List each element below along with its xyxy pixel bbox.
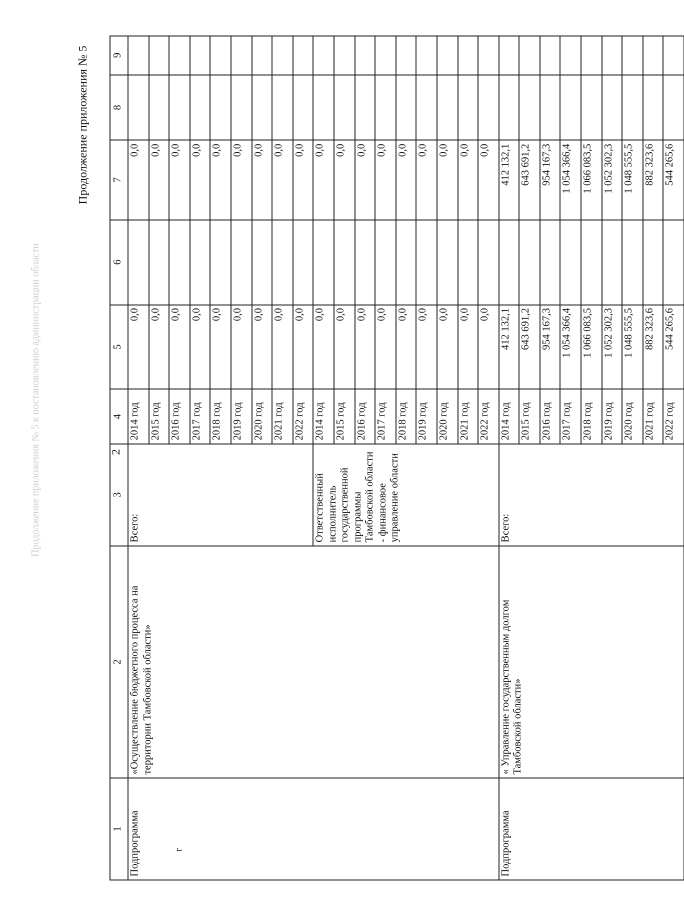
amount-total-cell: 882 323,6	[642, 305, 663, 390]
amount-total-cell: 0,0	[395, 305, 416, 390]
year-cell: 2020 год	[622, 389, 643, 443]
year-cell: 2014 год	[128, 389, 149, 443]
column-8-cell	[498, 75, 519, 141]
column-9-cell	[354, 36, 375, 75]
year-cell: 2017 год	[189, 389, 210, 443]
column-9-cell	[272, 36, 293, 75]
column-9-cell	[642, 36, 663, 75]
column-9-cell	[539, 36, 560, 75]
year-cell: 2018 год	[581, 389, 602, 443]
column-8-cell	[601, 75, 622, 141]
column-8-cell	[416, 75, 437, 141]
amount-regional-cell: 1 054 366,4	[560, 140, 581, 219]
amount-regional-cell: 0,0	[210, 140, 231, 219]
column-header: 4	[110, 389, 128, 443]
amount-total-cell: 1 048 555,5	[622, 305, 643, 390]
column-6-cell	[601, 220, 622, 305]
year-cell: 2018 год	[210, 389, 231, 443]
amount-total-cell: 0,0	[375, 305, 396, 390]
column-6-cell	[663, 220, 684, 305]
amount-total-cell: 0,0	[354, 305, 375, 390]
subprogram-name: « Управление государственным долгом Тамбовской области»	[498, 546, 683, 778]
column-6-cell	[128, 220, 149, 305]
year-cell: 2019 год	[230, 389, 251, 443]
column-6-cell	[519, 220, 540, 305]
year-cell: 2020 год	[436, 389, 457, 443]
column-9-cell	[395, 36, 416, 75]
column-8-cell	[395, 75, 416, 141]
faint-header: Продолжение приложения № 5 к постановлению администрации области	[30, 243, 42, 557]
column-9-cell	[251, 36, 272, 75]
amount-regional-cell: 0,0	[416, 140, 437, 219]
column-8-cell	[210, 75, 231, 141]
column-header: 5	[110, 305, 128, 390]
year-cell: 2022 год	[292, 389, 313, 443]
year-cell: 2021 год	[457, 389, 478, 443]
year-cell: 2014 год	[313, 389, 334, 443]
amount-regional-cell: 0,0	[292, 140, 313, 219]
column-9-cell	[478, 36, 499, 75]
year-cell: 2021 год	[272, 389, 293, 443]
amount-total-cell: 0,0	[416, 305, 437, 390]
amount-regional-cell: 1 052 302,3	[601, 140, 622, 219]
column-8-cell	[128, 75, 149, 141]
year-cell: 2020 год	[251, 389, 272, 443]
year-cell: 2016 год	[354, 389, 375, 443]
column-9-cell	[375, 36, 396, 75]
amount-regional-cell: 544 265,6	[663, 140, 684, 219]
column-6-cell	[642, 220, 663, 305]
column-9-cell	[230, 36, 251, 75]
amount-total-cell: 0,0	[313, 305, 334, 390]
amount-regional-cell: 643 691,2	[519, 140, 540, 219]
amount-regional-cell: 0,0	[354, 140, 375, 219]
column-header: 6	[110, 220, 128, 305]
column-9-cell	[189, 36, 210, 75]
column-8-cell	[148, 75, 169, 141]
amount-regional-cell: 0,0	[395, 140, 416, 219]
year-cell: 2019 год	[601, 389, 622, 443]
subprogram-type: Подпрограмма	[129, 810, 140, 877]
column-6-cell	[560, 220, 581, 305]
column-6-cell	[416, 220, 437, 305]
amount-total-cell: 0,0	[333, 305, 354, 390]
column-6-cell	[581, 220, 602, 305]
amount-total-cell: 0,0	[436, 305, 457, 390]
amount-regional-cell: 0,0	[478, 140, 499, 219]
year-cell: 2017 год	[560, 389, 581, 443]
amount-total-cell: 954 167,3	[539, 305, 560, 390]
column-header: 1	[110, 778, 128, 880]
amount-total-cell: 0,0	[292, 305, 313, 390]
amount-regional-cell: 412 132,1	[498, 140, 519, 219]
amount-total-cell: 544 265,6	[663, 305, 684, 390]
column-6-cell	[436, 220, 457, 305]
column-8-cell	[313, 75, 334, 141]
column-9-cell	[313, 36, 334, 75]
column-9-cell	[416, 36, 437, 75]
column-9-cell	[128, 36, 149, 75]
amount-regional-cell: 0,0	[375, 140, 396, 219]
amount-regional-cell: 882 323,6	[642, 140, 663, 219]
column-number-row	[110, 36, 128, 880]
amount-regional-cell: 0,0	[169, 140, 190, 219]
column-6-cell	[395, 220, 416, 305]
table-row	[498, 36, 519, 880]
column-header: 8	[110, 75, 128, 141]
amount-total-cell: 0,0	[230, 305, 251, 390]
amount-regional-cell: 0,0	[333, 140, 354, 219]
column-8-cell	[581, 75, 602, 141]
column-8-cell	[251, 75, 272, 141]
amount-regional-cell: 0,0	[436, 140, 457, 219]
table-row	[128, 36, 149, 880]
column-8-cell	[663, 75, 684, 141]
amount-regional-cell: 0,0	[189, 140, 210, 219]
column-header: 9	[110, 36, 128, 75]
column-header: 3	[110, 444, 128, 546]
amount-total-cell: 0,0	[457, 305, 478, 390]
column-6-cell	[498, 220, 519, 305]
budget-table-container	[109, 36, 676, 881]
year-cell: 2018 год	[395, 389, 416, 443]
column-8-cell	[292, 75, 313, 141]
year-cell: 2015 год	[148, 389, 169, 443]
column-9-cell	[663, 36, 684, 75]
margin-mark: г	[172, 847, 183, 852]
year-cell: 2017 год	[375, 389, 396, 443]
amount-regional-cell: 1 066 083,5	[581, 140, 602, 219]
year-cell: 2022 год	[478, 389, 499, 443]
column-8-cell	[333, 75, 354, 141]
column-9-cell	[498, 36, 519, 75]
year-cell: 2022 год	[663, 389, 684, 443]
column-6-cell	[457, 220, 478, 305]
column-8-cell	[230, 75, 251, 141]
column-6-cell	[354, 220, 375, 305]
column-9-cell	[457, 36, 478, 75]
column-8-cell	[189, 75, 210, 141]
amount-total-cell: 412 132,1	[498, 305, 519, 390]
amount-regional-cell: 954 167,3	[539, 140, 560, 219]
page-number: 2	[108, 449, 123, 455]
column-8-cell	[560, 75, 581, 141]
column-6-cell	[292, 220, 313, 305]
amount-regional-cell: 0,0	[272, 140, 293, 219]
amount-total-cell: 0,0	[478, 305, 499, 390]
column-8-cell	[478, 75, 499, 141]
column-6-cell	[622, 220, 643, 305]
year-cell: 2016 год	[539, 389, 560, 443]
column-9-cell	[169, 36, 190, 75]
column-9-cell	[622, 36, 643, 75]
column-8-cell	[169, 75, 190, 141]
amount-regional-cell: 0,0	[457, 140, 478, 219]
amount-total-cell: 0,0	[251, 305, 272, 390]
column-8-cell	[539, 75, 560, 141]
subprogram-type-cell	[498, 778, 683, 880]
appendix-title: Продолжение приложения № 5	[75, 45, 90, 205]
column-9-cell	[292, 36, 313, 75]
amount-regional-cell: 0,0	[148, 140, 169, 219]
amount-total-cell: 0,0	[210, 305, 231, 390]
budget-table	[109, 36, 684, 881]
amount-regional-cell: 0,0	[230, 140, 251, 219]
amount-total-cell: 1 066 083,5	[581, 305, 602, 390]
column-9-cell	[601, 36, 622, 75]
column-6-cell	[169, 220, 190, 305]
column-header: 2	[110, 546, 128, 778]
funding-source: Ответственный исполнитель государственной программы Тамбовской области - финансовое управление области	[313, 444, 498, 546]
column-9-cell	[148, 36, 169, 75]
column-8-cell	[457, 75, 478, 141]
column-9-cell	[519, 36, 540, 75]
funding-source: Всего:	[498, 444, 683, 546]
column-8-cell	[519, 75, 540, 141]
column-9-cell	[581, 36, 602, 75]
column-6-cell	[539, 220, 560, 305]
column-header: 7	[110, 140, 128, 219]
column-9-cell	[436, 36, 457, 75]
year-cell: 2015 год	[519, 389, 540, 443]
column-6-cell	[272, 220, 293, 305]
column-6-cell	[251, 220, 272, 305]
column-8-cell	[642, 75, 663, 141]
column-6-cell	[478, 220, 499, 305]
year-cell: 2015 год	[333, 389, 354, 443]
column-8-cell	[436, 75, 457, 141]
column-6-cell	[375, 220, 396, 305]
year-cell: 2014 год	[498, 389, 519, 443]
amount-total-cell: 0,0	[148, 305, 169, 390]
column-6-cell	[148, 220, 169, 305]
year-cell: 2021 год	[642, 389, 663, 443]
amount-total-cell: 0,0	[272, 305, 293, 390]
column-6-cell	[210, 220, 231, 305]
column-6-cell	[189, 220, 210, 305]
amount-total-cell: 1 052 302,3	[601, 305, 622, 390]
amount-total-cell: 0,0	[169, 305, 190, 390]
column-8-cell	[354, 75, 375, 141]
amount-total-cell: 0,0	[189, 305, 210, 390]
amount-total-cell: 643 691,2	[519, 305, 540, 390]
amount-regional-cell: 0,0	[313, 140, 334, 219]
year-cell: 2016 год	[169, 389, 190, 443]
column-8-cell	[375, 75, 396, 141]
amount-regional-cell: 0,0	[251, 140, 272, 219]
amount-regional-cell: 1 048 555,5	[622, 140, 643, 219]
table-body	[128, 36, 684, 880]
subprogram-name: «Осуществление бюджетного процесса на территории Тамбовской области»	[128, 546, 499, 778]
amount-regional-cell: 0,0	[128, 140, 149, 219]
column-9-cell	[560, 36, 581, 75]
subprogram-type: Подпрограмма	[499, 810, 511, 877]
column-8-cell	[622, 75, 643, 141]
amount-total-cell: 1 054 366,4	[560, 305, 581, 390]
column-6-cell	[230, 220, 251, 305]
column-6-cell	[313, 220, 334, 305]
amount-total-cell: 0,0	[128, 305, 149, 390]
subprogram-type-cell	[128, 778, 499, 880]
column-6-cell	[333, 220, 354, 305]
year-cell: 2019 год	[416, 389, 437, 443]
column-8-cell	[272, 75, 293, 141]
column-9-cell	[333, 36, 354, 75]
column-9-cell	[210, 36, 231, 75]
funding-source: Всего:	[128, 444, 313, 546]
